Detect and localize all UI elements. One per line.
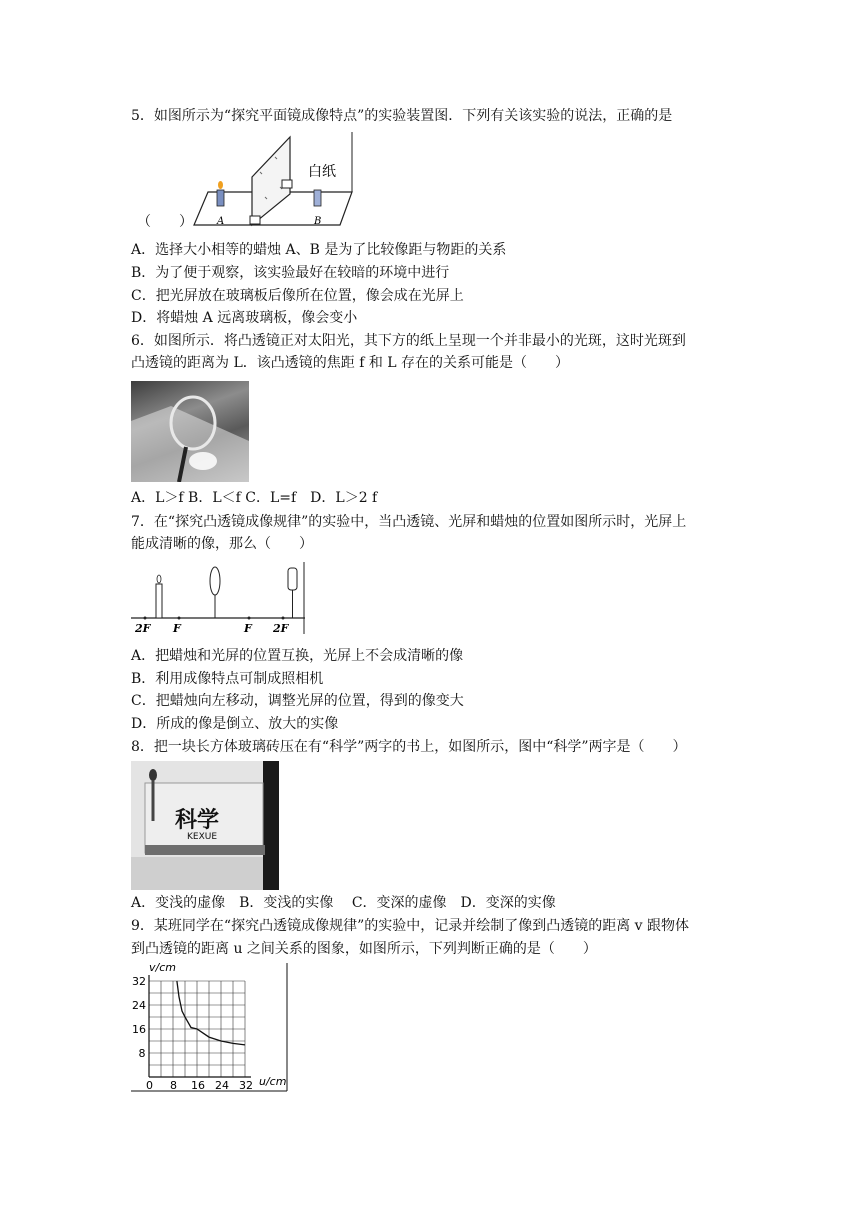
q9-stem-line1: 9．某班同学在“探究凸透镜成像规律”的实验中，记录并绘制了像到凸透镜的距离 v 跟物体 — [131, 918, 690, 934]
candle-a — [217, 190, 224, 206]
chart-series — [177, 981, 245, 1045]
q9-v-u-chart — [131, 963, 291, 1093]
q7-option-c: C．把蜡烛向左移动，调整光屏的位置，得到的像变大 — [131, 693, 464, 709]
q7-option-a: A．把蜡烛和光屏的位置互换，光屏上不会成清晰的像 — [131, 648, 464, 664]
label-2f-right: 2F — [273, 622, 289, 635]
q7-option-d: D．所成的像是倒立、放大的实像 — [131, 716, 339, 732]
q5-answer-paren: （ ） — [137, 214, 193, 230]
label-f-right: F — [244, 622, 252, 635]
q8-stem: 8．把一块长方体玻璃砖压在有“科学”两字的书上，如图所示，图中“科学”两字是（ ） — [131, 739, 687, 755]
q6-stem-line2: 凸透镜的距离为 L．该凸透镜的焦距 f 和 L 存在的关系可能是（ ） — [131, 355, 570, 371]
lens — [210, 567, 220, 595]
candle-b — [314, 190, 321, 206]
label-2f-left: 2F — [135, 622, 151, 635]
q9-stem-line2: 到凸透镜的距离 u 之间关系的图象，如图所示，下列判断正确的是（ ） — [131, 941, 597, 957]
q8-word: 科学 — [175, 808, 220, 833]
q5-stem: 5．如图所示为“探究平面镜成像特点”的实验装置图．下列有关该实验的说法，正确的是 — [131, 108, 673, 124]
screen — [288, 568, 297, 590]
y-tick-label: 16 — [132, 1023, 146, 1036]
chart-ticks — [132, 975, 253, 1092]
q7-stem-line2: 能成清晰的像，那么（ ） — [131, 536, 313, 552]
q7-optical-bench-figure — [131, 562, 307, 637]
y-tick-label: 24 — [132, 999, 146, 1012]
chart-xlabel: u/cm — [259, 1075, 287, 1088]
q7-option-b: B．利用成像特点可制成照相机 — [131, 671, 324, 687]
q8-options: A．变浅的虚像 B．变浅的实像 C．变深的虚像 D．变深的实像 — [131, 895, 556, 911]
q5-option-c: C．把光屏放在玻璃板后像所在位置，像会成在光屏上 — [131, 288, 464, 304]
x-tick-label: 16 — [191, 1079, 205, 1092]
label-a: A — [217, 216, 225, 227]
x-tick-label: 0 — [146, 1079, 153, 1092]
label-paper: 白纸 — [308, 164, 336, 180]
q5-option-d: D．将蜡烛 A 远离玻璃板，像会变小 — [131, 310, 358, 326]
q5-option-a: A．选择大小相等的蜡烛 A、B 是为了比较像距与物距的关系 — [131, 242, 507, 258]
q5-plane-mirror-figure — [190, 132, 360, 232]
series-line — [177, 981, 245, 1045]
q7-stem-line1: 7．在“探究凸透镜成像规律”的实验中，当凸透镜、光屏和蜡烛的位置如图所示时，光屏上 — [131, 514, 687, 530]
y-tick-label: 32 — [132, 975, 146, 988]
q8-subword: KEXUE — [187, 832, 218, 842]
label-f-left: F — [173, 622, 181, 635]
x-tick-label: 32 — [239, 1079, 253, 1092]
candle — [156, 584, 162, 618]
chart-ylabel: v/cm — [149, 963, 176, 974]
q6-options: A．L＞f B．L＜f C．L=f D．L＞2 f — [131, 490, 378, 506]
q8-glass-brick-photo — [131, 761, 279, 890]
x-tick-label: 8 — [170, 1079, 177, 1092]
y-tick-label: 8 — [138, 1047, 146, 1060]
q6-convex-lens-photo — [131, 381, 249, 482]
q5-option-b: B．为了便于观察，该实验最好在较暗的环境中进行 — [131, 265, 450, 281]
q6-stem-line1: 6．如图所示．将凸透镜正对太阳光，其下方的纸上呈现一个并非最小的光斑，这时光斑到 — [131, 333, 686, 349]
label-b: B — [314, 216, 322, 227]
x-tick-label: 24 — [215, 1079, 229, 1092]
